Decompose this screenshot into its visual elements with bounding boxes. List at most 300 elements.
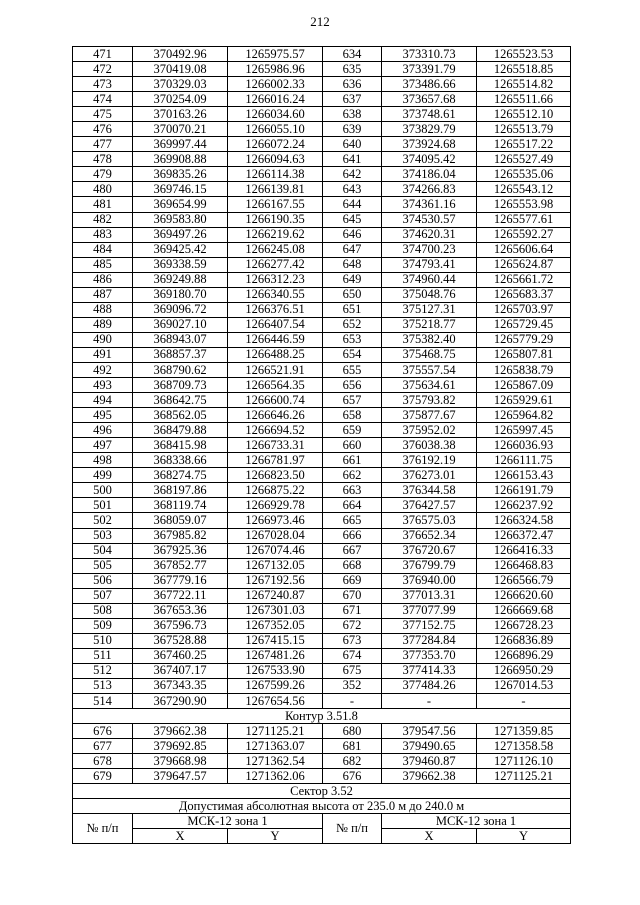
table-cell: 376427.57 — [382, 498, 477, 513]
table-cell: 370070.21 — [133, 122, 228, 137]
header-x-left: X — [133, 829, 228, 844]
table-cell: 373748.61 — [382, 107, 477, 122]
table-cell: 1265606.64 — [477, 242, 571, 257]
table-cell: 668 — [323, 558, 382, 573]
table-cell: 650 — [323, 287, 382, 302]
table-cell: 377414.33 — [382, 663, 477, 678]
table-cell: 1266191.79 — [477, 483, 571, 498]
table-cell: 367925.36 — [133, 543, 228, 558]
table-cell: 493 — [73, 378, 133, 393]
table-cell: 510 — [73, 633, 133, 648]
table-cell: 1267028.04 — [228, 528, 323, 543]
table-cell: 655 — [323, 362, 382, 377]
table-cell: 473 — [73, 77, 133, 92]
table-cell: 676 — [73, 724, 133, 739]
table-cell: 663 — [323, 483, 382, 498]
table-cell: 640 — [323, 137, 382, 152]
table-cell: 376038.38 — [382, 438, 477, 453]
table-cell: 367343.35 — [133, 678, 228, 693]
table-cell: 664 — [323, 498, 382, 513]
table-row — [73, 212, 571, 227]
table-cell: 377013.31 — [382, 588, 477, 603]
table-cell: 662 — [323, 468, 382, 483]
table-cell: 1265553.98 — [477, 197, 571, 212]
table-cell: 1267014.53 — [477, 678, 571, 693]
table-cell: 641 — [323, 152, 382, 167]
table-cell: 1266237.92 — [477, 498, 571, 513]
table-cell: 369497.26 — [133, 227, 228, 242]
table-cell: 1266340.55 — [228, 287, 323, 302]
table-row — [73, 438, 571, 453]
table-cell: 1265986.96 — [228, 62, 323, 77]
table-row — [73, 618, 571, 633]
table-cell: 370163.26 — [133, 107, 228, 122]
table-row — [73, 528, 571, 543]
table-cell: 368943.07 — [133, 332, 228, 347]
table-row — [73, 92, 571, 107]
table-cell: 367985.82 — [133, 528, 228, 543]
table-cell: 1266566.79 — [477, 573, 571, 588]
table-cell: 646 — [323, 227, 382, 242]
table-row — [73, 167, 571, 182]
table-cell: 643 — [323, 182, 382, 197]
table-row — [73, 362, 571, 377]
table-cell: 1266002.33 — [228, 77, 323, 92]
table-row — [73, 573, 571, 588]
table-cell: 649 — [323, 272, 382, 287]
table-cell: 1265518.85 — [477, 62, 571, 77]
table-row — [73, 378, 571, 393]
table-cell: 369249.88 — [133, 272, 228, 287]
table-row — [73, 588, 571, 603]
table-cell: 375468.75 — [382, 347, 477, 362]
table-cell: 1266973.46 — [228, 513, 323, 528]
table-row — [73, 332, 571, 347]
table-cell: 1267481.26 — [228, 648, 323, 663]
table-cell: 644 — [323, 197, 382, 212]
table-cell: 368197.86 — [133, 483, 228, 498]
table-cell: 669 — [323, 573, 382, 588]
coordinates-table — [72, 46, 571, 844]
table-cell: - — [382, 694, 477, 709]
table-cell: 368059.07 — [133, 513, 228, 528]
table-cell: 1265838.79 — [477, 362, 571, 377]
table-row — [73, 423, 571, 438]
table-cell: 1266728.23 — [477, 618, 571, 633]
table-cell: 511 — [73, 648, 133, 663]
table-cell: 495 — [73, 408, 133, 423]
table-cell: 369997.44 — [133, 137, 228, 152]
table-cell: 367290.90 — [133, 694, 228, 709]
table-cell: 679 — [73, 769, 133, 784]
table-cell: 1265577.61 — [477, 212, 571, 227]
table-cell: 638 — [323, 107, 382, 122]
table-cell: 486 — [73, 272, 133, 287]
table-cell: 379460.87 — [382, 754, 477, 769]
table-cell: 1266875.22 — [228, 483, 323, 498]
table-row — [73, 453, 571, 468]
table-cell: 506 — [73, 573, 133, 588]
table-cell: - — [323, 694, 382, 709]
header-y-left: Y — [228, 829, 323, 844]
table-cell: 672 — [323, 618, 382, 633]
table-cell: 375048.76 — [382, 287, 477, 302]
table-cell: 367596.73 — [133, 618, 228, 633]
table-row — [73, 77, 571, 92]
table-row — [73, 182, 571, 197]
table-cell: 1271125.21 — [477, 769, 571, 784]
table-cell: 377152.75 — [382, 618, 477, 633]
table-cell: 483 — [73, 227, 133, 242]
table-row — [73, 739, 571, 754]
table-cell: 658 — [323, 408, 382, 423]
table-cell: 1265535.06 — [477, 167, 571, 182]
table-row — [73, 122, 571, 137]
table-row — [73, 769, 571, 784]
table-cell: 367653.36 — [133, 603, 228, 618]
table-row — [73, 272, 571, 287]
table-cell: 484 — [73, 242, 133, 257]
table-cell: 1271126.10 — [477, 754, 571, 769]
table-cell: 680 — [323, 724, 382, 739]
table-cell: 373391.79 — [382, 62, 477, 77]
table-cell: 1267599.26 — [228, 678, 323, 693]
table-cell: 1266600.74 — [228, 393, 323, 408]
table-cell: 377353.70 — [382, 648, 477, 663]
table-cell: 369746.15 — [133, 182, 228, 197]
table-cell: 376799.79 — [382, 558, 477, 573]
table-cell: 1267352.05 — [228, 618, 323, 633]
table-cell: 367407.17 — [133, 663, 228, 678]
table-cell: 659 — [323, 423, 382, 438]
table-row — [73, 347, 571, 362]
table-cell: 476 — [73, 122, 133, 137]
table-cell: 1266324.58 — [477, 513, 571, 528]
table-row — [73, 408, 571, 423]
table-cell: 505 — [73, 558, 133, 573]
table-cell: 1265729.45 — [477, 317, 571, 332]
table-cell: 1265779.29 — [477, 332, 571, 347]
page-number: 212 — [310, 14, 330, 29]
table-cell: 508 — [73, 603, 133, 618]
table-cell: 1271362.06 — [228, 769, 323, 784]
table-cell: 654 — [323, 347, 382, 362]
table-cell: 677 — [73, 739, 133, 754]
table-cell: 1271125.21 — [228, 724, 323, 739]
table-cell: 1265527.49 — [477, 152, 571, 167]
table-cell: 482 — [73, 212, 133, 227]
table-cell: 373657.68 — [382, 92, 477, 107]
table-cell: 374620.31 — [382, 227, 477, 242]
table-cell: 352 — [323, 678, 382, 693]
table-cell: 1266836.89 — [477, 633, 571, 648]
table-cell: 1267301.03 — [228, 603, 323, 618]
table-cell: 1265543.12 — [477, 182, 571, 197]
table-row — [73, 197, 571, 212]
table-cell: 479 — [73, 167, 133, 182]
table-cell: 496 — [73, 423, 133, 438]
table-cell: 373486.66 — [382, 77, 477, 92]
table-cell: 657 — [323, 393, 382, 408]
table-cell: 485 — [73, 257, 133, 272]
table-cell: 1271358.58 — [477, 739, 571, 754]
table-cell: 634 — [323, 47, 382, 62]
table-row — [73, 287, 571, 302]
table-cell: 1266245.08 — [228, 242, 323, 257]
table-row — [73, 633, 571, 648]
table-row — [73, 468, 571, 483]
table-cell: 635 — [323, 62, 382, 77]
table-cell: 512 — [73, 663, 133, 678]
table-cell: 368562.05 — [133, 408, 228, 423]
table-cell: 661 — [323, 453, 382, 468]
table-row — [73, 678, 571, 693]
table-cell: 1266896.29 — [477, 648, 571, 663]
table-cell: 499 — [73, 468, 133, 483]
table-cell: 369096.72 — [133, 302, 228, 317]
header-system-right: МСК-12 зона 1 — [382, 814, 571, 829]
table-cell: 376652.34 — [382, 528, 477, 543]
table-cell: 653 — [323, 332, 382, 347]
table-cell: 1266694.52 — [228, 423, 323, 438]
header-num-right: № п/п — [323, 814, 382, 844]
table-cell: 494 — [73, 393, 133, 408]
table-cell: 1266823.50 — [228, 468, 323, 483]
table-cell: 481 — [73, 197, 133, 212]
table-cell: 1266446.59 — [228, 332, 323, 347]
table-cell: 477 — [73, 137, 133, 152]
table-cell: 682 — [323, 754, 382, 769]
table-cell: 1265517.22 — [477, 137, 571, 152]
table-cell: 375877.67 — [382, 408, 477, 423]
header-num-left: № п/п — [73, 814, 133, 844]
table-cell: 1266781.97 — [228, 453, 323, 468]
main-coordinates-body — [73, 47, 571, 709]
table-cell: 472 — [73, 62, 133, 77]
table-cell: 1266055.10 — [228, 122, 323, 137]
table-cell: 1266620.60 — [477, 588, 571, 603]
table-cell: 681 — [323, 739, 382, 754]
contour-coordinates-body — [73, 724, 571, 784]
table-cell: 370419.08 — [133, 62, 228, 77]
table-cell: 367852.77 — [133, 558, 228, 573]
table-cell: 1267074.46 — [228, 543, 323, 558]
altitude-row — [73, 799, 571, 814]
sector-title: Сектор 3.52 — [73, 784, 571, 799]
table-cell: 1266521.91 — [228, 362, 323, 377]
table-cell: 379692.85 — [133, 739, 228, 754]
table-cell: - — [477, 694, 571, 709]
table-cell: 370254.09 — [133, 92, 228, 107]
table-cell: 1266312.23 — [228, 272, 323, 287]
table-cell: 480 — [73, 182, 133, 197]
table-cell: 489 — [73, 317, 133, 332]
table-cell: 676 — [323, 769, 382, 784]
table-row — [73, 603, 571, 618]
table-cell: 369338.59 — [133, 257, 228, 272]
table-cell: 377284.84 — [382, 633, 477, 648]
contour-title-row — [73, 709, 571, 724]
table-cell: 1265512.10 — [477, 107, 571, 122]
table-cell: 374095.42 — [382, 152, 477, 167]
table-cell: 374361.16 — [382, 197, 477, 212]
table-cell: 1265929.61 — [477, 393, 571, 408]
table-cell: 1266376.51 — [228, 302, 323, 317]
table-row — [73, 663, 571, 678]
table-cell: 647 — [323, 242, 382, 257]
table-cell: 1267533.90 — [228, 663, 323, 678]
table-cell: 1265513.79 — [477, 122, 571, 137]
table-cell: 1267240.87 — [228, 588, 323, 603]
table-cell: 1266219.62 — [228, 227, 323, 242]
table-cell: 1271359.85 — [477, 724, 571, 739]
table-cell: 471 — [73, 47, 133, 62]
table-cell: 369835.26 — [133, 167, 228, 182]
table-cell: 639 — [323, 122, 382, 137]
table-cell: 374793.41 — [382, 257, 477, 272]
table-cell: 1265867.09 — [477, 378, 571, 393]
table-cell: 1265511.66 — [477, 92, 571, 107]
table-cell: 369425.42 — [133, 242, 228, 257]
table-cell: 1266646.26 — [228, 408, 323, 423]
table-cell: 1265592.27 — [477, 227, 571, 242]
header-y-right: Y — [477, 829, 571, 844]
table-cell: 504 — [73, 543, 133, 558]
table-row — [73, 317, 571, 332]
table-cell: 498 — [73, 453, 133, 468]
table-cell: 375127.31 — [382, 302, 477, 317]
table-cell: 368642.75 — [133, 393, 228, 408]
table-cell: 1266167.55 — [228, 197, 323, 212]
table-cell: 1267192.56 — [228, 573, 323, 588]
table-cell: 1265703.97 — [477, 302, 571, 317]
table-row — [73, 724, 571, 739]
table-cell: 652 — [323, 317, 382, 332]
table-cell: 1265514.82 — [477, 77, 571, 92]
table-cell: 502 — [73, 513, 133, 528]
table-cell: 1267415.15 — [228, 633, 323, 648]
table-cell: 374266.83 — [382, 182, 477, 197]
table-row — [73, 257, 571, 272]
table-cell: 487 — [73, 287, 133, 302]
table-cell: 376575.03 — [382, 513, 477, 528]
table-cell: 474 — [73, 92, 133, 107]
table-cell: 374700.23 — [382, 242, 477, 257]
table-cell: 1265807.81 — [477, 347, 571, 362]
table-cell: 373310.73 — [382, 47, 477, 62]
header-system-left: МСК-12 зона 1 — [133, 814, 323, 829]
table-cell: 673 — [323, 633, 382, 648]
table-cell: 369654.99 — [133, 197, 228, 212]
table-cell: 497 — [73, 438, 133, 453]
table-cell: 1266139.81 — [228, 182, 323, 197]
table-cell: 368415.98 — [133, 438, 228, 453]
table-row — [73, 302, 571, 317]
table-cell: 1265523.53 — [477, 47, 571, 62]
table-cell: 376720.67 — [382, 543, 477, 558]
table-cell: 514 — [73, 694, 133, 709]
table-cell: 1266034.60 — [228, 107, 323, 122]
table-row — [73, 393, 571, 408]
table-cell: 1266072.24 — [228, 137, 323, 152]
table-cell: 379668.98 — [133, 754, 228, 769]
table-cell: 370329.03 — [133, 77, 228, 92]
table-cell: 379490.65 — [382, 739, 477, 754]
table-cell: 651 — [323, 302, 382, 317]
altitude-text: Допустимая абсолютная высота от 235.0 м до 240.0 м — [73, 799, 571, 814]
table-cell: 368790.62 — [133, 362, 228, 377]
table-cell: 636 — [323, 77, 382, 92]
table-cell: 1266733.31 — [228, 438, 323, 453]
table-cell: 491 — [73, 347, 133, 362]
table-cell: 376273.01 — [382, 468, 477, 483]
table-cell: 369027.10 — [133, 317, 228, 332]
table-cell: 656 — [323, 378, 382, 393]
table-cell: 1266950.29 — [477, 663, 571, 678]
table-cell: 678 — [73, 754, 133, 769]
table-cell: 367460.25 — [133, 648, 228, 663]
table-cell: 368338.66 — [133, 453, 228, 468]
table-row — [73, 152, 571, 167]
table-cell: 490 — [73, 332, 133, 347]
table-cell: 1271363.07 — [228, 739, 323, 754]
table-cell: 1266036.93 — [477, 438, 571, 453]
table-cell: 375218.77 — [382, 317, 477, 332]
table-cell: 492 — [73, 362, 133, 377]
table-cell: 369908.88 — [133, 152, 228, 167]
table-row — [73, 558, 571, 573]
table-row — [73, 242, 571, 257]
table-cell: 1266094.63 — [228, 152, 323, 167]
table-cell: 374530.57 — [382, 212, 477, 227]
table-cell: 377077.99 — [382, 603, 477, 618]
table-cell: 1266407.54 — [228, 317, 323, 332]
table-cell: 1266111.75 — [477, 453, 571, 468]
table-row — [73, 543, 571, 558]
table-cell: 368709.73 — [133, 378, 228, 393]
table-cell: 509 — [73, 618, 133, 633]
table-cell: 1266016.24 — [228, 92, 323, 107]
header-row-1 — [73, 814, 571, 829]
table-row — [73, 227, 571, 242]
table-cell: 379647.57 — [133, 769, 228, 784]
table-cell: 1266929.78 — [228, 498, 323, 513]
table-cell: 642 — [323, 167, 382, 182]
table-cell: 478 — [73, 152, 133, 167]
table-row — [73, 648, 571, 663]
table-cell: 670 — [323, 588, 382, 603]
header-row-2 — [73, 829, 571, 844]
table-cell: 500 — [73, 483, 133, 498]
table-cell: 1266468.83 — [477, 558, 571, 573]
table-cell: 648 — [323, 257, 382, 272]
table-cell: 368857.37 — [133, 347, 228, 362]
table-cell: 1271362.54 — [228, 754, 323, 769]
table-cell: 374186.04 — [382, 167, 477, 182]
table-cell: 367722.11 — [133, 588, 228, 603]
table-cell: 369583.80 — [133, 212, 228, 227]
table-cell: 379547.56 — [382, 724, 477, 739]
contour-title: Контур 3.51.8 — [73, 709, 571, 724]
table-cell: 373829.79 — [382, 122, 477, 137]
table-row — [73, 483, 571, 498]
table-cell: 1265964.82 — [477, 408, 571, 423]
table-cell: 667 — [323, 543, 382, 558]
table-cell: 1267654.56 — [228, 694, 323, 709]
table-cell: 379662.38 — [133, 724, 228, 739]
table-cell: 1266416.33 — [477, 543, 571, 558]
table-cell: 507 — [73, 588, 133, 603]
